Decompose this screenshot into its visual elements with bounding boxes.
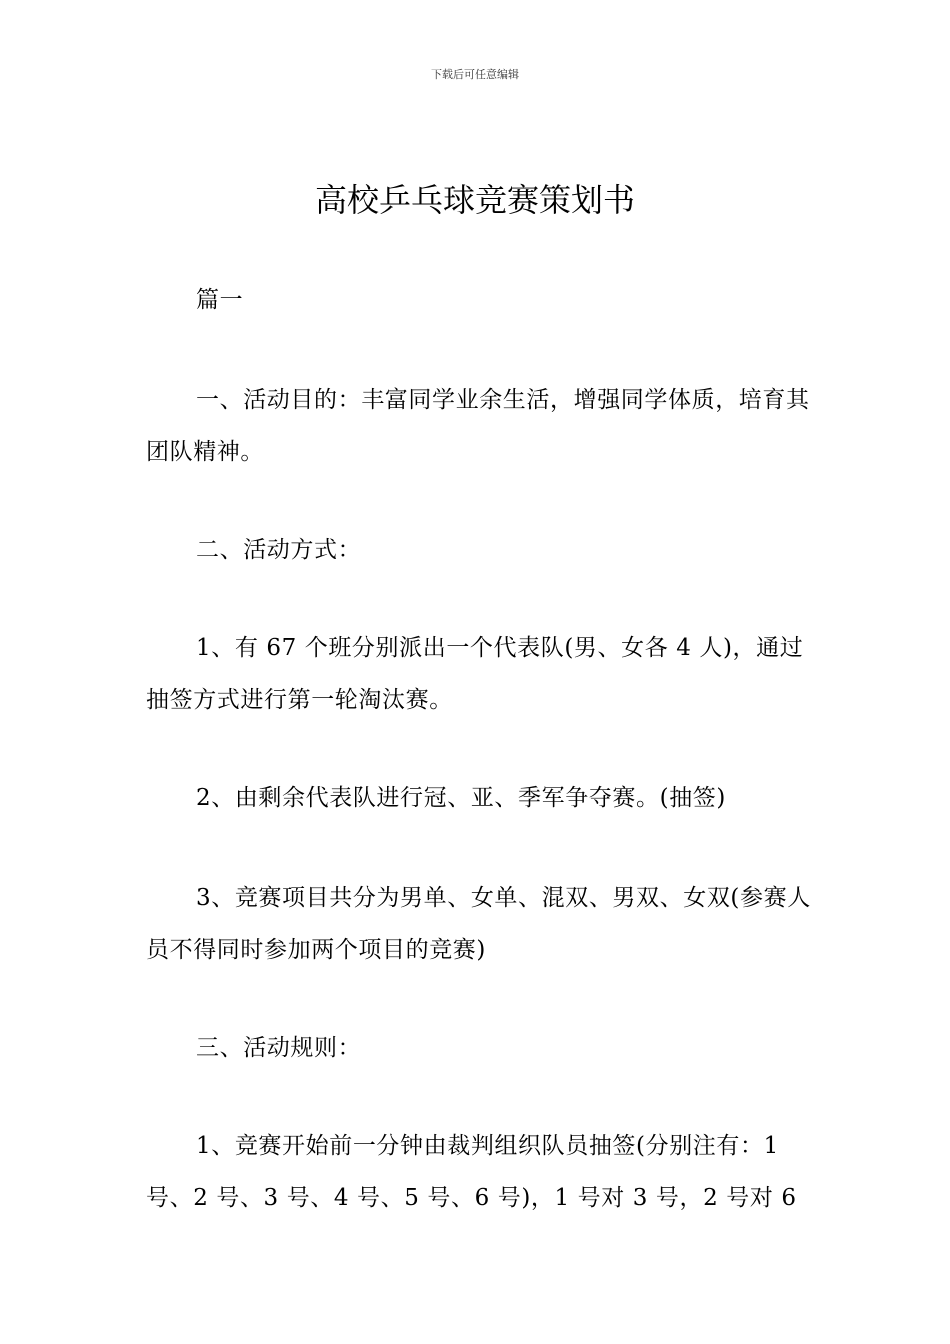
header-note: 下载后可任意编辑 bbox=[431, 68, 519, 81]
paragraph-purpose: 一、活动目的：丰富同学业余生活，增强同学体质，培育其团队精神。 bbox=[146, 387, 810, 465]
paragraph-rules-1: 1、竞赛开始前一分钟由裁判组织队员抽签(分别注有：1 号、2 号、3 号、4 号、5 号、6 号)，1 号对 3 号，2 号对 6 bbox=[146, 1133, 797, 1211]
paragraph-method-heading: 二、活动方式： bbox=[196, 537, 362, 563]
paragraph-method-3: 3、竞赛项目共分为男单、女单、混双、男双、女双(参赛人员不得同时参加两个项目的竞赛) bbox=[146, 885, 811, 963]
paragraph-method-1: 1、有 67 个班分别派出一个代表队(男、女各 4 人)，通过抽签方式进行第一轮淘汰赛。 bbox=[146, 635, 804, 713]
paragraph-method-2: 2、由剩余代表队进行冠、亚、季军争夺赛。(抽签) bbox=[196, 785, 726, 811]
document-title: 高校乒乓球竞赛策划书 bbox=[314, 181, 635, 219]
paragraph-rules-heading: 三、活动规则： bbox=[196, 1035, 362, 1061]
section-label: 篇一 bbox=[196, 287, 244, 313]
